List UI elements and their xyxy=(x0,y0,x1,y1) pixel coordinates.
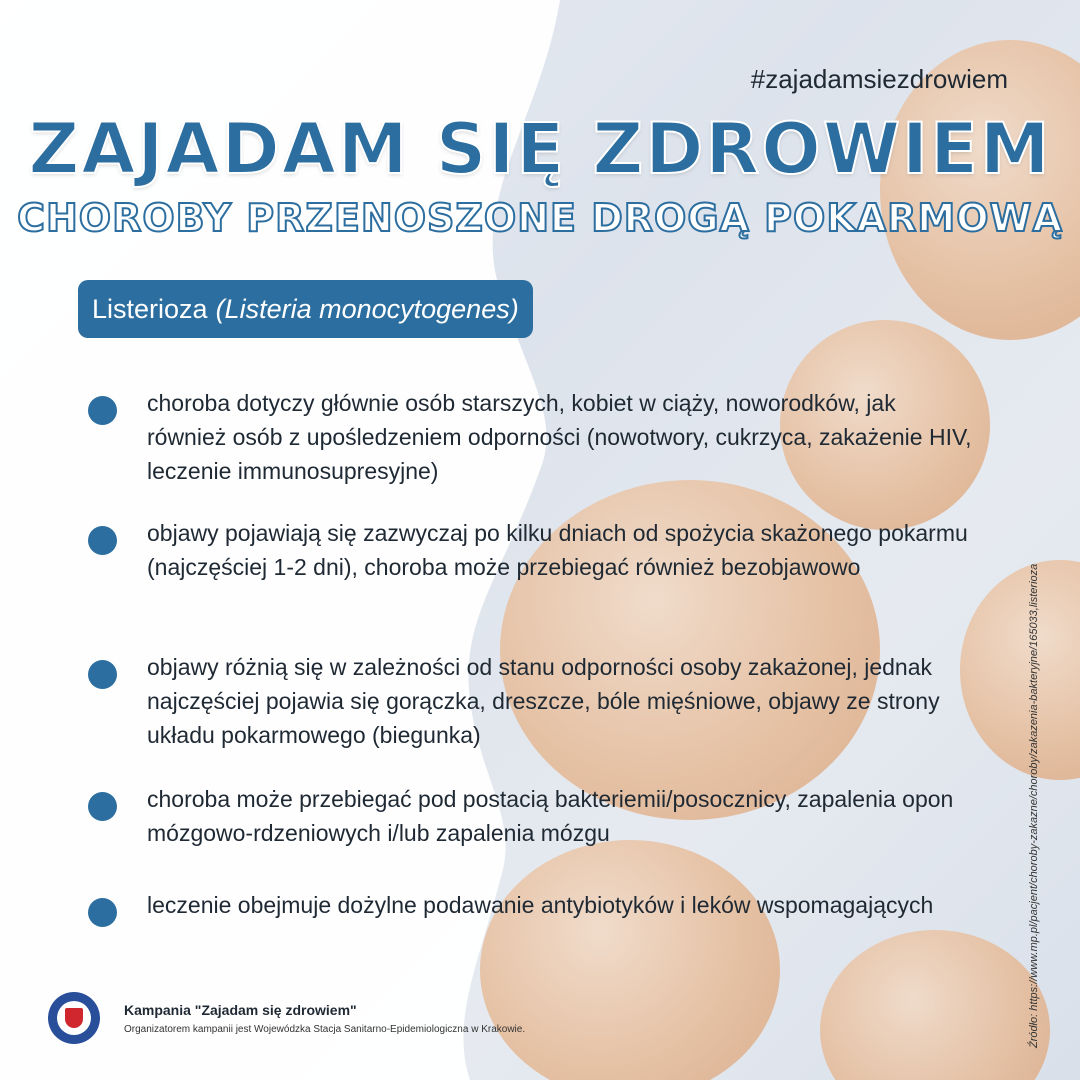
list-item-text: objawy pojawiają się zazwyczaj po kilku dniach od spożycia skażonego pokarmu (najczęściej 1-2 dni), choroba może przebiegać również bezobjawowo xyxy=(147,520,968,580)
sanitary-inspection-logo xyxy=(48,992,100,1044)
list-item xyxy=(88,386,977,488)
source-note xyxy=(1028,563,1048,1048)
disease-label xyxy=(78,280,533,338)
source-link[interactable]: Źródło: https://www.mp.pl/pacjent/choroby-zakazne/choroby/zakazenia-bakteryjne/165033,listerioza xyxy=(1028,563,1040,1048)
bullet-icon xyxy=(88,792,117,821)
campaign-title: Kampania "Zajadam się zdrowiem" xyxy=(124,1001,357,1018)
hashtag: #zajadamsiezdrowiem xyxy=(750,64,1008,94)
list-item xyxy=(88,516,977,584)
bullet-icon xyxy=(88,526,117,555)
bullet-icon xyxy=(88,396,117,425)
list-item xyxy=(88,888,977,927)
page-subtitle: CHOROBY PRZENOSZONE DROGĄ POKARMOWĄ xyxy=(17,196,1063,240)
bullet-icon xyxy=(88,660,117,689)
page-title: ZAJADAM SIĘ ZDROWIEM xyxy=(28,108,1052,190)
campaign-organizer: Organizatorem kampanii jest Wojewódzka Stacja Sanitarno-Epidemiologiczna w Krakowie. xyxy=(124,1023,526,1035)
footer xyxy=(48,992,525,1044)
disease-name: Listerioza xyxy=(92,293,208,324)
bullet-icon xyxy=(88,898,117,927)
list-item-text: choroba dotyczy głównie osób starszych, kobiet w ciąży, noworodków, jak również osób z upośledzeniem odporności (nowotwory, cukrzyca, zakażenie HIV, leczenie immunosupresyjne) xyxy=(147,390,972,484)
disease-latin-name: (Listeria monocytogenes) xyxy=(215,293,519,324)
list-item xyxy=(88,782,977,850)
list-item xyxy=(88,650,977,752)
list-item-text: choroba może przebiegać pod postacią bakteriemii/posocznicy, zapalenia opon mózgowo-rdzeniowych i/lub zapalenia mózgu xyxy=(147,786,954,846)
list-item-text: leczenie obejmuje dożylne podawanie antybiotyków i leków wspomagających xyxy=(147,892,934,918)
list-item-text: objawy różnią się w zależności od stanu odporności osoby zakażonej, jednak najczęściej pojawia się gorączka, dreszcze, bóle mięśniowe, objawy ze strony układu pokarmowego (biegunka) xyxy=(147,654,940,748)
